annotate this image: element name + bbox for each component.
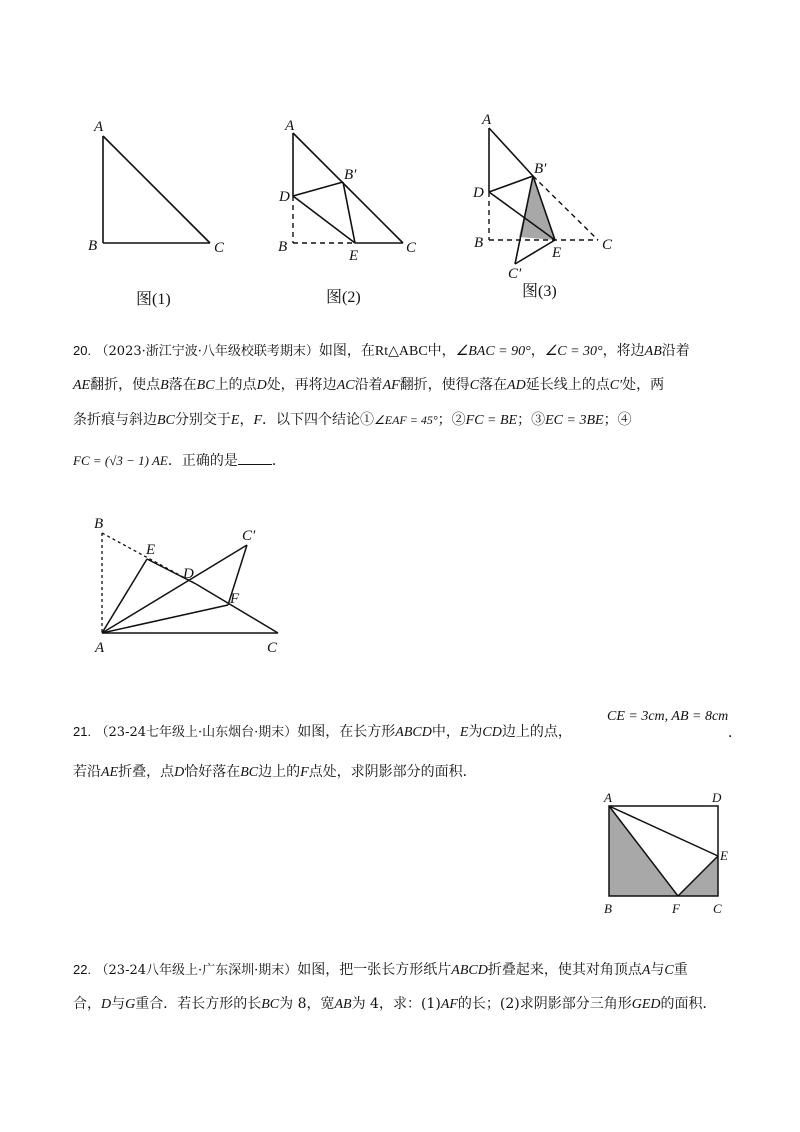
top-figures	[0, 0, 800, 320]
figure-3	[472, 112, 613, 282]
q22-line1	[73, 960, 733, 981]
q20-fig-label-cprime: C′	[242, 528, 256, 544]
q20-angle-c: ∠C = 30°	[544, 344, 603, 359]
q21-cd: CD	[482, 725, 502, 740]
q20-angle-bac: ∠BAC = 90°	[455, 344, 531, 359]
q20-ad: AD	[507, 378, 526, 393]
q22-text: 的面积．	[660, 996, 717, 1012]
q20-line4	[73, 451, 733, 471]
q21-abcd: ABCD	[395, 725, 432, 740]
q20-b: B	[160, 378, 169, 393]
fig2-label-b: B	[278, 239, 288, 255]
figure-2	[278, 118, 417, 264]
q22-line2	[73, 994, 733, 1015]
q21-source: （23-24七年级上·山东烟台·期末）	[95, 725, 298, 740]
q22-a: A	[641, 963, 651, 978]
q20-text: 沿着	[661, 343, 690, 359]
q21-text: 折叠，点	[118, 764, 175, 780]
q21-fig-label-e: E	[720, 848, 728, 863]
q22-text: 如图，把一张长方形纸片	[297, 962, 452, 978]
fig2-label-e: E	[349, 248, 359, 264]
q20-line1	[73, 341, 733, 362]
fig1-caption: 图(1)	[136, 291, 171, 308]
q20-text: 沿着	[354, 377, 383, 393]
fig2-label-c: C	[406, 240, 417, 256]
fig2-label-bprime: B′	[344, 167, 357, 183]
q22-c: C	[664, 963, 674, 978]
q22-g: G	[125, 997, 136, 1012]
q20-ae: AE	[73, 378, 91, 393]
fig1-label-a: A	[94, 119, 104, 135]
q21-d: D	[174, 765, 185, 780]
fig3-caption: 图(3)	[522, 283, 557, 300]
q22-text: 重合．若长方形的长	[135, 996, 262, 1012]
q21-text: 为	[468, 724, 483, 740]
q21-text: 边上的	[258, 764, 301, 780]
q22-source: （23-24八年级上·广东深圳·期末）	[95, 963, 298, 978]
q21-text: 边上的点，	[501, 724, 572, 740]
q21-fig-label-f: F	[672, 901, 680, 915]
q21-fig-label-d: D	[712, 790, 722, 805]
q20-fig-label-f: F	[230, 591, 240, 607]
q20-text: ，	[530, 343, 545, 359]
q20-text: 分别交于	[174, 412, 231, 428]
q20-text: 条折痕与斜边	[73, 412, 157, 428]
q20-fig-label-b: B	[94, 516, 104, 532]
q22-text: 合，	[73, 996, 101, 1012]
fig3-label-a: A	[482, 112, 492, 128]
q21-text: 如图，在长方形	[297, 724, 396, 740]
q22-text: 重	[673, 962, 688, 978]
q20-text: 中，	[427, 343, 456, 359]
figure-1	[88, 119, 225, 256]
fig3-label-e: E	[552, 245, 562, 261]
q20-fig-label-a: A	[95, 640, 105, 656]
fig2-label-a: A	[285, 118, 295, 134]
q22-text: 与	[111, 996, 126, 1012]
q20-ab: AB	[644, 344, 662, 359]
q21-fig-label-b: B	[604, 901, 612, 915]
q21-text: 若沿	[73, 764, 101, 780]
q20-bc: BC	[157, 413, 175, 428]
q20-conclusion-3: EC = 3BE	[545, 413, 604, 428]
q22-text: 为 8，宽	[279, 996, 335, 1012]
q21-f: F	[300, 765, 309, 780]
q20-text: 落在	[168, 377, 197, 393]
q20-text: 翻折，使得	[399, 377, 470, 393]
q21-line2	[73, 762, 733, 783]
q20-conclusion-2: FC = BE	[465, 413, 518, 428]
q22-text: 的长；(2)求阴影部分三角形	[457, 996, 632, 1012]
q21-bc: BC	[240, 765, 259, 780]
q20-text: 延长线上的点	[525, 377, 610, 393]
q21-e: E	[459, 725, 469, 740]
q22-text: 为 4，求：(1)	[351, 996, 441, 1012]
q20-text: ；④	[603, 412, 632, 428]
q20-conclusion-4: FC = (√3 − 1) AE	[73, 453, 168, 468]
q21-end: ．	[728, 725, 742, 741]
q20-answer-blank	[238, 452, 272, 465]
q22-d: D	[101, 997, 112, 1012]
q22-bc: BC	[261, 997, 280, 1012]
q20-line2	[73, 375, 733, 396]
fig3-label-c: C	[602, 237, 613, 253]
q21-ae: AE	[101, 765, 119, 780]
q22-text: 折叠起来，使其对角顶点	[487, 962, 642, 978]
q20-number: 20.	[73, 343, 92, 358]
q20-text: ，将边	[602, 343, 645, 359]
q20-fig-label-e: E	[146, 542, 156, 558]
q22-af: AF	[440, 997, 458, 1012]
q22-number: 22.	[73, 962, 92, 977]
q20-text: ．	[271, 453, 286, 469]
q21-text: 点处，求阴影部分的面积．	[308, 764, 477, 780]
q20-cprime: C′	[609, 378, 623, 393]
q22-ged: GED	[631, 997, 661, 1012]
fig3-label-bprime: B′	[534, 161, 547, 177]
fig3-label-b: B	[474, 235, 484, 251]
fig2-caption: 图(2)	[326, 289, 361, 306]
q21-figure	[590, 790, 740, 915]
q21-number: 21.	[73, 724, 92, 739]
q20-text: 处，两	[622, 377, 665, 393]
q20-c: C	[469, 378, 480, 393]
q20-figure	[60, 500, 320, 665]
q20-text: 处，再将边	[266, 377, 337, 393]
q20-bc: BC	[196, 378, 215, 393]
q20-text: 如图，在	[318, 343, 375, 359]
q20-fig-label-d: D	[183, 566, 194, 582]
q20-af: AF	[382, 378, 400, 393]
q20-e: E	[230, 413, 240, 428]
q20-ac: AC	[336, 378, 355, 393]
q20-text: 落在	[479, 377, 508, 393]
q20-conclusion-1: ∠EAF = 45°	[374, 413, 438, 427]
q20-text: ．以下四个结论①	[262, 412, 375, 428]
q20-text: ；②	[437, 412, 466, 428]
fig3-label-d: D	[473, 185, 484, 201]
q20-source: （2023·浙江宁波·八年级校联考期末）	[95, 344, 319, 359]
q20-f: F	[253, 413, 263, 428]
fig1-label-c: C	[214, 240, 225, 256]
q20-text: ．正确的是	[167, 453, 238, 469]
q20-rt-abc: Rt△ABC	[374, 344, 428, 359]
q20-text: 翻折，使点	[90, 377, 161, 393]
q20-line3	[73, 410, 733, 431]
q22-abcd: ABCD	[451, 963, 488, 978]
q21-given: CE = 3cm, AB = 8cm	[607, 709, 729, 724]
q22-ab: AB	[334, 997, 352, 1012]
fig2-label-d: D	[279, 189, 290, 205]
q21-fig-label-c: C	[713, 901, 722, 915]
q20-fig-label-c: C	[267, 640, 278, 656]
q21-text: 中，	[431, 724, 460, 740]
q21-fig-label-a: A	[604, 790, 612, 805]
fig1-label-b: B	[88, 238, 98, 254]
q22-text: 与	[650, 962, 665, 978]
q21-line1	[73, 722, 733, 743]
q20-text: ，	[239, 412, 254, 428]
q20-text: ；③	[517, 412, 546, 428]
q21-text: 恰好落在	[184, 764, 241, 780]
q20-d: D	[256, 378, 267, 393]
q20-text: 上的点	[214, 377, 257, 393]
fig3-label-cprime: C′	[508, 266, 522, 282]
